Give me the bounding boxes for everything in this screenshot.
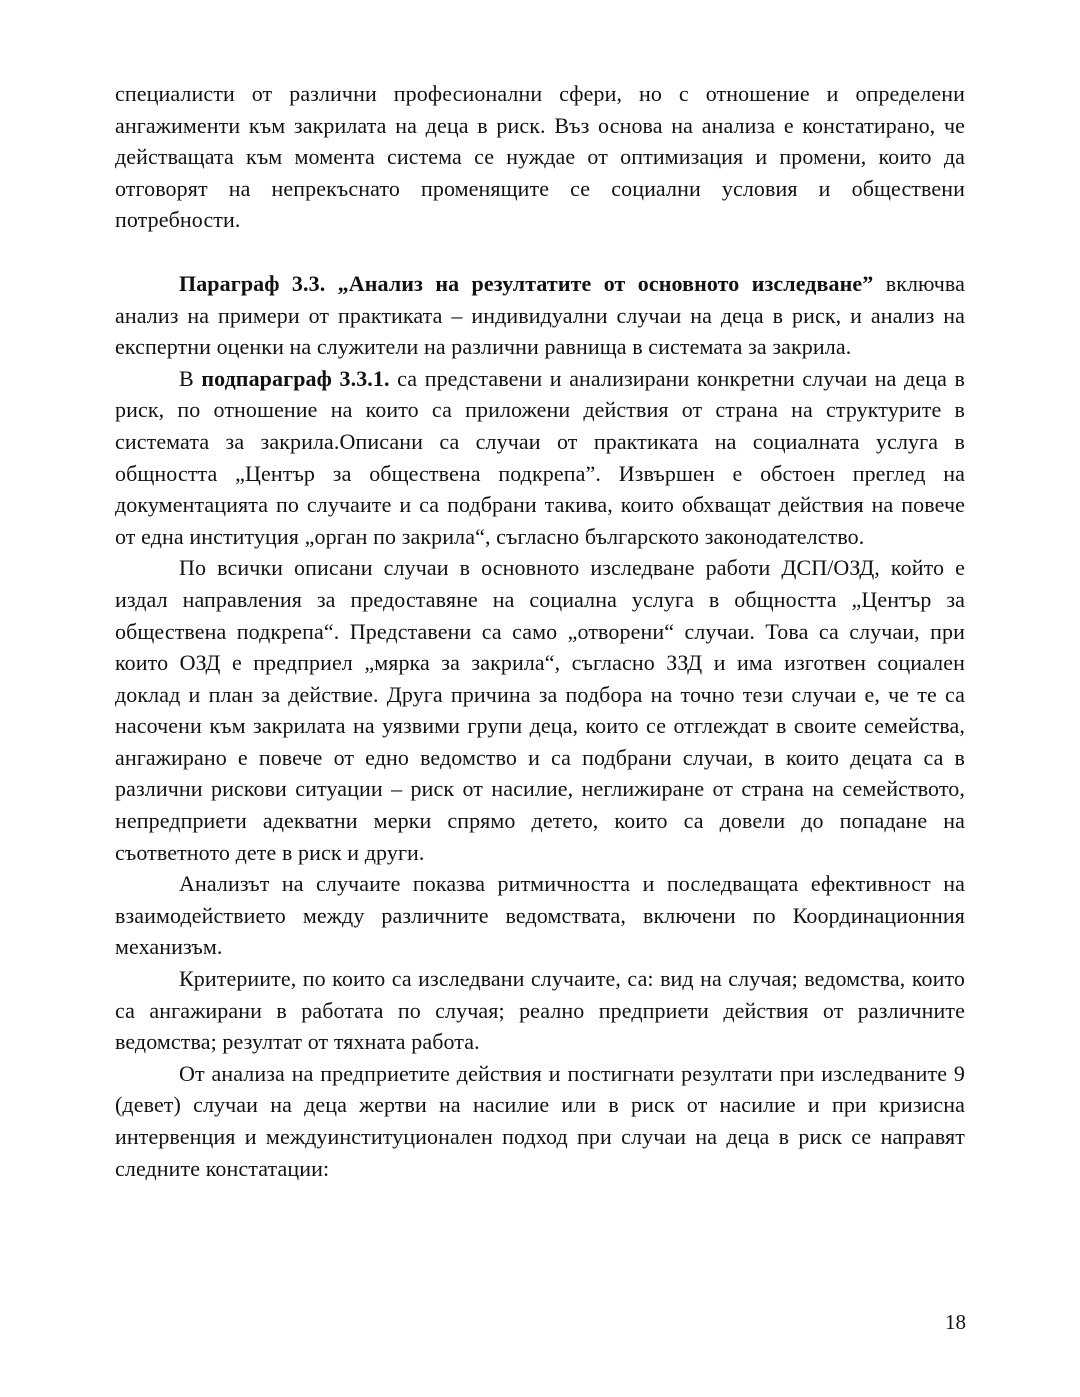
page-number: 18 xyxy=(945,1310,966,1334)
paragraph-1: специалисти от различни професионални сфери, но с отношение и определени ангажименти към закрилата на деца в риск. Въз основа на анализа е констатирано, че действащата към момента система се нуждае от оптимизация и промени, които да отговорят на непрекъснато променящите се социални условия и обществени потребности. xyxy=(115,81,965,233)
section-heading: Параграф 3.3. „Анализ на резултатите от основното изследване” xyxy=(179,270,874,296)
paragraph-5: Анализът на случаите показва ритмичността и последващата ефективност на взаимодействието между различните ведомствата, включени по Координационния механизъм. xyxy=(115,871,965,960)
paragraph-2 xyxy=(115,268,965,363)
paragraph-3-lead: В xyxy=(179,365,202,391)
paragraph-4: По всички описани случаи в основното изследване работи ДСП/ОЗД, който е издал направления за предоставяне на социална услуга в общността „Център за обществена подкрепа“. Представени са само „отворени“ случаи. Това са случаи, при които ОЗД е предприел „мярка за закрила“, съгласно ЗЗД и има изготвен социален доклад и план за действие. Друга причина за подбора на точно тези случаи е, че те са насочени към закрилата на уязвими групи деца, които се отглеждат в своите семейства, ангажирано е повече от едно ведомство и са подбрани случаи, в които децата са в различни рискови ситуации – риск от насилие, неглижиране от страна на семейството, непредприети адекватни мерки спрямо детето, които са довели до попадане на съответното дете в риск и други. xyxy=(115,555,965,865)
paragraph-3 xyxy=(115,363,965,553)
paragraph-2-text: включва анализ на примери от практиката – индивидуални случаи на деца в риск, и анализ на експертни оценки на служители на различни равнища в системата за закрила. xyxy=(115,270,965,360)
paragraph-3-text: са представени и анализирани конкретни случаи на деца в риск, по отношение на които са приложени действия от страна на структурите в системата за закрила.Описани са случаи от практиката на социалната услуга в общността „Център за обществена подкрепа”. Извършен е обстоен преглед на документацията по случаите и са подбрани такива, които обхващат действия на повече от една институция „орган по закрила“, съгласно българското законодателство. xyxy=(115,365,965,549)
subsection-reference: подпараграф 3.3.1. xyxy=(201,365,390,391)
page-body xyxy=(115,78,965,1184)
paragraph-7: От анализа на предприетите действия и постигнати резултати при изследваните 9 (девет) случаи на деца жертви на насилие или в риск от насилие и при кризисна интервенция и междуинституционален подход при случаи на деца в риск се направят следните констатации: xyxy=(115,1060,965,1181)
paragraph-6: Критериите, по които са изследвани случаите, са: вид на случая; ведомства, които са ангажирани в работата по случая; реално предприети действия от различните ведомства; резултат от тяхната работа. xyxy=(115,966,965,1055)
